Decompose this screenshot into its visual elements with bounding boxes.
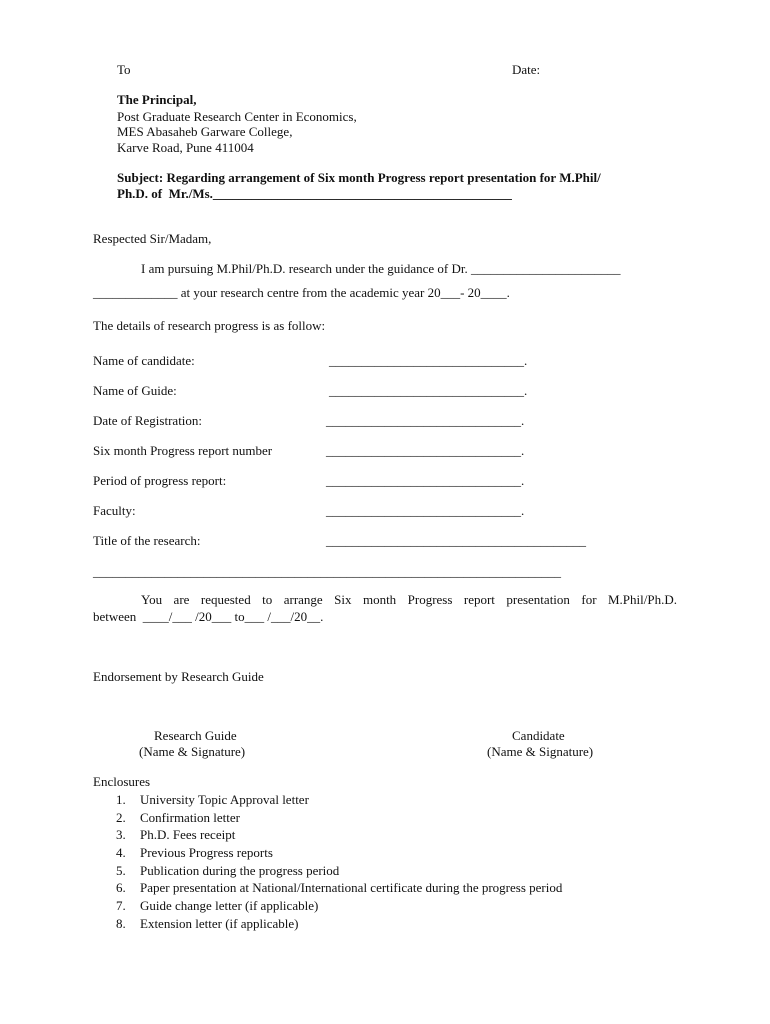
enclosure-number: 8.	[116, 916, 126, 931]
field-label: Name of candidate:	[93, 353, 195, 368]
enclosure-number: 6.	[116, 880, 126, 895]
enclosure-item: Publication during the progress period	[140, 863, 340, 878]
details-intro: The details of research progress is as follow:	[93, 318, 326, 333]
enclosure-number: 1.	[116, 792, 126, 807]
title-continuation-blank[interactable]: ________________________________________________________________________	[93, 564, 561, 579]
enclosure-item: Extension letter (if applicable)	[140, 916, 299, 931]
enclosure-item: Ph.D. Fees receipt	[140, 827, 236, 842]
field-blank[interactable]: ______________________________.	[329, 383, 528, 398]
field-blank[interactable]: ______________________________.	[329, 353, 528, 368]
enclosure-item: University Topic Approval letter	[140, 792, 309, 807]
enclosure-number: 4.	[116, 845, 126, 860]
field-blank[interactable]: ______________________________.	[326, 413, 525, 428]
field-blank[interactable]: ________________________________________	[326, 533, 586, 548]
field-label: Period of progress report:	[93, 473, 227, 488]
guide-signature-sub: (Name & Signature)	[139, 744, 246, 759]
body-line: _____________ at your research centre from the academic year 20___- 20____.	[93, 285, 510, 300]
request-line: between ____/___ /20___ to___ /___/20__.	[93, 609, 324, 624]
field-label: Six month Progress report number	[93, 443, 273, 458]
endorsement-heading: Endorsement by Research Guide	[93, 669, 264, 684]
field-blank[interactable]: ______________________________.	[326, 503, 525, 518]
address-line: Karve Road, Pune 411004	[117, 140, 254, 155]
subject-line: Subject: Regarding arrangement of Six month Progress report presentation for M.Phil/	[117, 170, 601, 185]
address-line: MES Abasaheb Garware College,	[117, 124, 293, 139]
enclosure-item: Confirmation letter	[140, 810, 241, 825]
field-label: Title of the research:	[93, 533, 201, 548]
enclosures-heading: Enclosures	[93, 774, 151, 789]
enclosure-item: Guide change letter (if applicable)	[140, 898, 319, 913]
field-label: Name of Guide:	[93, 383, 177, 398]
enclosure-number: 2.	[116, 810, 126, 825]
enclosure-number: 3.	[116, 827, 126, 842]
enclosure-item: Paper presentation at National/International certificate during the progress period	[140, 880, 563, 895]
to-label: To	[117, 62, 131, 77]
candidate-signature-title: Candidate	[512, 728, 565, 743]
address-line: Post Graduate Research Center in Economics,	[117, 109, 357, 124]
candidate-signature-sub: (Name & Signature)	[487, 744, 594, 759]
field-blank[interactable]: ______________________________.	[326, 473, 525, 488]
body-line: I am pursuing M.Phil/Ph.D. research under the guidance of Dr. _______________________	[141, 261, 621, 276]
recipient-title: The Principal,	[117, 92, 197, 107]
date-label: Date:	[512, 62, 541, 77]
salutation: Respected Sir/Madam,	[93, 231, 212, 246]
enclosure-item: Previous Progress reports	[140, 845, 273, 860]
field-label: Faculty:	[93, 503, 136, 518]
subject-line: Ph.D. of Mr./Ms.______________________________________________	[117, 186, 512, 201]
field-blank[interactable]: ______________________________.	[326, 443, 525, 458]
request-line: You are requested to arrange Six month Progress report presentation for M.Phil/Ph.D.	[141, 592, 677, 607]
guide-signature-title: Research Guide	[154, 728, 237, 743]
enclosure-number: 5.	[116, 863, 126, 878]
field-label: Date of Registration:	[93, 413, 203, 428]
enclosure-number: 7.	[116, 898, 126, 913]
